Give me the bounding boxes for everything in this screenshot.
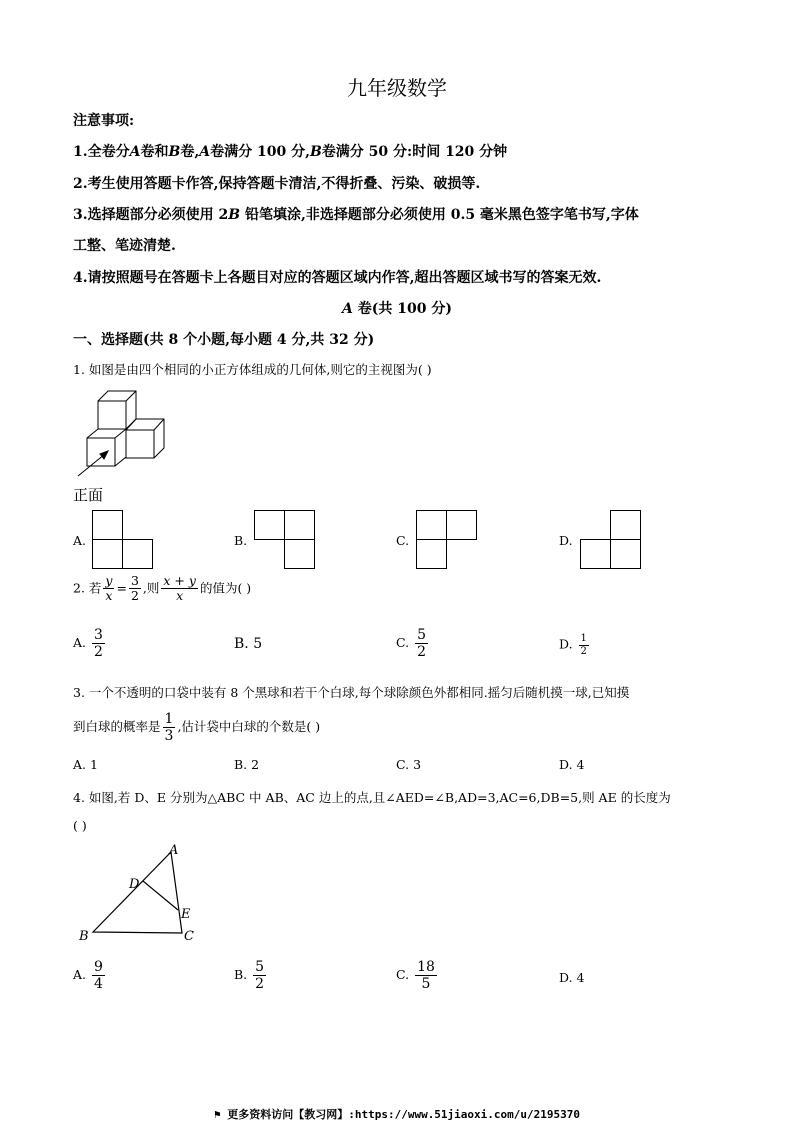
q4-triangle-figure [76, 840, 206, 945]
q3-option-c: C. 3 [396, 757, 422, 772]
notice-item-2: 2.考生使用答题卡作答,保持答题卡清洁,不得折叠、污染、破损等. [73, 176, 481, 192]
q4-label-d: D [129, 877, 140, 892]
q1-stem: 1. 如图是由四个相同的小正方体组成的几何体,则它的主视图为( ) [73, 362, 432, 377]
flag-icon: ⚑ [213, 1108, 228, 1121]
q4-label-c: C [184, 929, 194, 944]
notice-item-3: 3.选择题部分必须使用 2B 铅笔填涂,非选择题部分必须使用 0.5 毫米黑色签字笔书写,字体 [73, 207, 639, 223]
q1-option-a-figure [92, 510, 156, 570]
q4-option-c: C. $\frac{18}{5}$ [396, 959, 435, 993]
notice-item-4: 4.请按照题号在答题卡上各题目对应的答题区域内作答,超出答题区域书写的答案无效. [73, 270, 602, 286]
q4-option-b: B. $\frac{5}{2}$ [234, 959, 265, 993]
page-title: 九年级数学 [347, 76, 447, 100]
q4-label-e: E [181, 907, 191, 922]
q3-stem-line2: 到白球的概率是 $\frac{1}{3}$ ,估计袋中白球的个数是( ) [73, 711, 321, 745]
q2-option-d: D. $\frac{1}{2}$ [559, 633, 587, 657]
q4-option-d: D. 4 [559, 970, 585, 985]
q4-option-a: A. $\frac{9}{4}$ [73, 959, 103, 993]
q1-option-b-figure [254, 510, 318, 570]
q1-option-c-figure [416, 510, 480, 570]
q1-option-c-label: C. [396, 533, 410, 548]
q1-front-label: 正面 [73, 486, 104, 504]
part1-heading: 一、选择题(共 8 个小题,每小题 4 分,共 32 分) [73, 332, 375, 348]
q1-option-a-label: A. [73, 533, 87, 548]
q3-option-d: D. 4 [559, 757, 585, 772]
q2-option-a: A. $\frac{3}{2}$ [73, 627, 103, 661]
q3-option-b: B. 2 [234, 757, 260, 772]
notice-heading: 注意事项: [73, 113, 135, 129]
notice-item-3-cont: 工整、笔迹清楚. [73, 238, 176, 254]
q1-option-d-figure [580, 510, 644, 570]
q1-option-b-label: B. [234, 533, 248, 548]
q3-stem-line1: 3. 一个不透明的口袋中装有 8 个黑球和若干个白球,每个球除颜色外都相同.摇匀后随机摸一球,已知摸 [73, 685, 630, 700]
notice-item-1: 1.全卷分A卷和B卷,A卷满分 100 分,B卷满分 50 分:时间 120 分钟 [73, 144, 508, 160]
q4-label-a: A [169, 843, 179, 858]
q2-option-c: C. $\frac{5}{2}$ [396, 627, 426, 661]
q1-option-d-label: D. [559, 533, 573, 548]
section-a-heading: A 卷(共 100 分) [342, 301, 452, 317]
footer-link[interactable]: ⚑ 更多资料访问【教习网】:https://www.51jiaoxi.com/u/2195370 [213, 1108, 581, 1121]
q4-stem-line2: ( ) [73, 818, 87, 833]
q4-label-b: B [79, 929, 89, 944]
q3-option-a: A. 1 [73, 757, 98, 772]
q2-stem: 2. 若 $\frac{y}{x}$ = $\frac{3}{2}$ ,则 $\frac{x + y}{x}$ 的值为( ) [73, 573, 252, 604]
q1-cube-figure [74, 388, 184, 478]
q4-stem-line1: 4. 如图,若 D、E 分别为△ABC 中 AB、AC 边上的点,且∠AED=∠B,AD=3,AC=6,DB=5,则 AE 的长度为 [73, 790, 671, 805]
q2-option-b: B. 5 [234, 636, 263, 652]
